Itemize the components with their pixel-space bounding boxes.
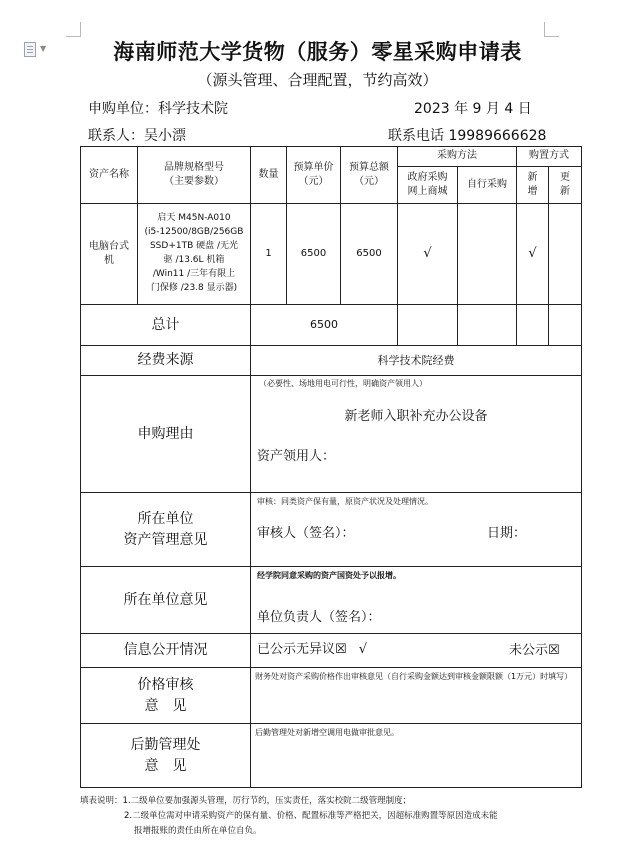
form-title: 海南师范大学货物（服务）零星采购申请表 xyxy=(113,40,522,64)
asset-mgmt-label-2: 资产管理意见 xyxy=(123,531,208,548)
item-unit-price: 6500 xyxy=(287,204,341,305)
item-new-check: √ xyxy=(517,204,549,305)
item-replace-check xyxy=(549,204,582,305)
item-self-purchase-check xyxy=(458,204,517,305)
total-empty xyxy=(549,305,582,346)
header-new-1: 新 xyxy=(527,171,538,183)
contact-person: 联系人：吴小漂 xyxy=(88,128,186,144)
disclosure-label: 信息公开情况 xyxy=(81,634,251,668)
header-replace-1: 更 xyxy=(560,171,570,183)
unit-head-sign: 单位负责人（签名）： xyxy=(257,609,381,625)
reason-text: 新老师入职补充办公设备 xyxy=(344,408,488,424)
procurement-table xyxy=(80,146,582,788)
table-row xyxy=(81,204,582,305)
reason-label: 申购理由 xyxy=(81,376,251,493)
header-replace-2: 新 xyxy=(560,186,570,197)
item-gov-mall-check: √ xyxy=(398,204,458,305)
header-unit-price-unit: （元） xyxy=(298,176,329,187)
applicant-unit: 申购单位：科学技术院 xyxy=(88,101,228,117)
asset-mgmt-label-1: 所在单位 xyxy=(137,511,194,528)
chevron-down-icon[interactable]: ▼ xyxy=(40,44,47,53)
asset-user: 资产领用人： xyxy=(257,449,336,465)
total-value: 6500 xyxy=(251,305,398,346)
disclosure-published: 已公示无异议☒ xyxy=(257,642,347,658)
header-asset-name: 资产名称 xyxy=(81,147,138,204)
logistics-cell xyxy=(251,724,582,788)
spec-line: 启天 M45N-A010 xyxy=(157,213,231,224)
header-replace xyxy=(549,167,582,204)
total-empty xyxy=(517,305,549,346)
item-asset-name-2: 机 xyxy=(104,255,114,266)
header-purchase-type: 购置方式 xyxy=(517,147,582,167)
header-brand-model xyxy=(138,147,251,204)
form-instructions xyxy=(80,794,600,839)
disclosure-not-published: 未公示☒ xyxy=(509,643,560,658)
unit-opinion-cell xyxy=(251,567,582,634)
asset-mgmt-hint: 审核：同类资产保有量，原资产状况及处理情况。 xyxy=(257,497,433,506)
header-brand-model-label: 品牌规格型号 xyxy=(164,161,224,173)
logistics-label xyxy=(81,724,251,788)
spec-line: (i5-12500/8GB/256GB xyxy=(144,227,244,238)
contact-phone: 联系电话 19989666628 xyxy=(388,128,547,144)
page-corner-mark xyxy=(66,22,81,37)
header-gov-mall-label: 政府采购 xyxy=(407,171,448,183)
header-gov-mall xyxy=(398,167,458,204)
disclosure-cell xyxy=(251,634,582,668)
price-review-label-1: 价格审核 xyxy=(137,677,194,694)
spec-line: 驱 /13.6L 机箱 xyxy=(163,255,225,265)
header-quantity: 数量 xyxy=(251,147,287,204)
header-new-2: 增 xyxy=(527,186,538,197)
price-review-hint: 财务处对资产采购价格作出审核意见（自行采购金额达到审核金额限额（1万元）时填写） xyxy=(255,672,573,681)
total-empty xyxy=(458,305,517,346)
logistics-hint: 后勤管理处对新增空调用电做审批意见。 xyxy=(255,728,399,737)
review-date: 日期： xyxy=(487,525,527,541)
reviewer-sign: 审核人（签名）： xyxy=(257,525,355,541)
spec-line: /Win11 /三年有限上 xyxy=(152,268,236,279)
page-corner-mark xyxy=(544,22,559,37)
reason-hint: （必要性、场地用电可行性，明确资产领用人） xyxy=(259,379,427,388)
application-date: 2023 年 9 月 4 日 xyxy=(414,101,532,117)
asset-mgmt-cell xyxy=(251,493,582,567)
check-icon: √ xyxy=(358,642,368,658)
price-review-cell xyxy=(251,668,582,724)
header-unit-price-label: 预算单价 xyxy=(293,161,334,173)
spec-line: SSD+1TB 硬盘 /无光 xyxy=(149,241,239,252)
item-asset-name xyxy=(81,204,138,305)
form-subtitle: （源头管理、合理配置，节约高效） xyxy=(197,71,438,89)
unit-opinion-text: 经学院同意采购的资产国资处予以报增。 xyxy=(257,571,401,580)
header-self-purchase: 自行采购 xyxy=(458,167,517,204)
spec-line: 门保修 /23.8 显示器) xyxy=(150,282,238,293)
item-asset-name-1: 电脑台式 xyxy=(89,240,129,252)
header-unit-price xyxy=(287,147,341,204)
total-label: 总计 xyxy=(81,305,251,346)
instruction-line: 报增报账的责任由所在单位自负。 xyxy=(134,826,262,836)
header-new xyxy=(517,167,549,204)
unit-opinion-label: 所在单位意见 xyxy=(81,567,251,634)
instruction-line: 2.二级单位需对申请采购资产的保有量、价格、配置标准等严格把关，因超标准购置等原因造成未能 xyxy=(124,811,498,821)
header-gov-mall-sub: 网上商城 xyxy=(407,186,448,197)
header-total-price xyxy=(341,147,398,204)
funding-label: 经费来源 xyxy=(81,346,251,376)
header-total-price-unit: （元） xyxy=(354,176,384,187)
item-spec xyxy=(138,204,251,305)
funding-value: 科学技术院经费 xyxy=(251,346,582,376)
header-total-price-label: 预算总额 xyxy=(349,161,389,173)
header-brand-model-sub: （主要参数） xyxy=(164,176,224,187)
logistics-label-2: 意 见 xyxy=(144,757,187,774)
reason-cell xyxy=(251,376,582,493)
header-purchase-method: 采购方法 xyxy=(398,147,517,167)
instruction-line: 填表说明：1.二级单位要加强源头管理，厉行节约，压实责任，落实校院二级管理制度； xyxy=(80,796,412,806)
price-review-label xyxy=(81,668,251,724)
item-total-price: 6500 xyxy=(341,204,398,305)
price-review-label-2: 意 见 xyxy=(144,697,187,714)
logistics-label-1: 后勤管理处 xyxy=(130,737,201,754)
asset-mgmt-label xyxy=(81,493,251,567)
total-empty xyxy=(398,305,458,346)
item-quantity: 1 xyxy=(251,204,287,305)
